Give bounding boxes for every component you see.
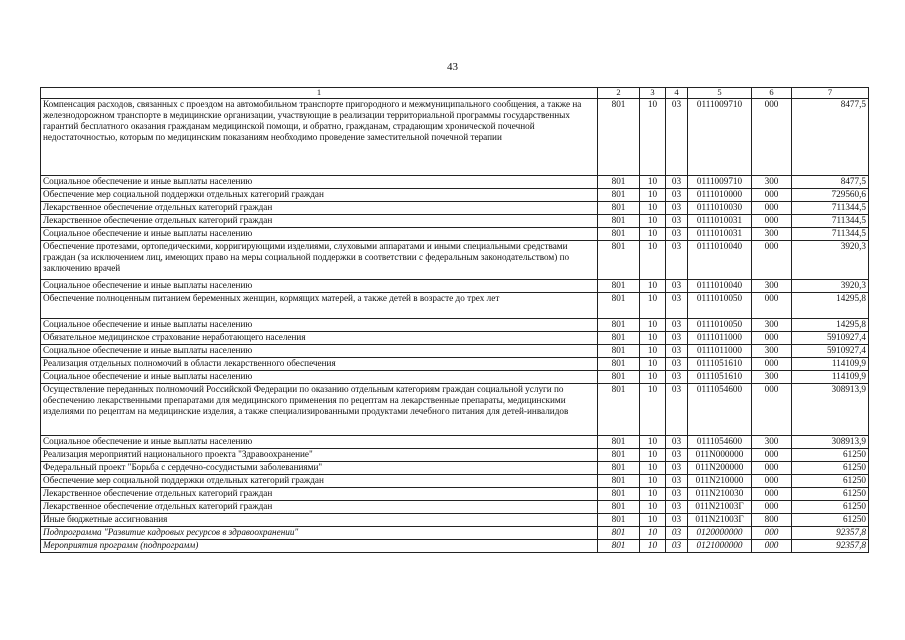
- row-target-article-cell: 011N200000: [688, 462, 752, 475]
- row-expense-type-cell: 000: [752, 189, 792, 202]
- table-row: [41, 436, 869, 449]
- row-target-article-cell: 0111054600: [688, 384, 752, 436]
- header-cell-target-article: 5: [688, 88, 752, 99]
- row-subsection-cell: 03: [666, 527, 688, 540]
- row-section-cell: 10: [640, 540, 666, 553]
- row-section-cell: 10: [640, 358, 666, 371]
- row-subsection-cell: 03: [666, 293, 688, 319]
- row-target-article-cell: 0111010050: [688, 293, 752, 319]
- row-target-article-cell: 0111010000: [688, 189, 752, 202]
- table-row: [41, 99, 869, 176]
- row-target-article-cell: 0111051610: [688, 371, 752, 384]
- row-grbs-cell: 801: [598, 371, 640, 384]
- row-grbs-cell: 801: [598, 358, 640, 371]
- row-sum-cell: 308913,9: [792, 436, 869, 449]
- row-grbs-cell: 801: [598, 449, 640, 462]
- row-grbs-cell: 801: [598, 215, 640, 228]
- row-name-cell: Осуществление переданных полномочий Российской Федерации по оказанию отдельным категориям граждан социальной услуги по обеспечению лекарственными препаратами для медицинского применения по рецептам на лекарственные препараты, медицинскими изделиями по рецептам на медицинские изделия, а также специализированными продуктами лечебного питания для детей-инвалидов: [41, 384, 598, 436]
- row-subsection-cell: 03: [666, 332, 688, 345]
- page-number: 43: [447, 61, 458, 73]
- row-section-cell: 10: [640, 371, 666, 384]
- table-row: [41, 462, 869, 475]
- row-grbs-cell: 801: [598, 241, 640, 280]
- row-name-cell: Лекарственное обеспечение отдельных категорий граждан: [41, 202, 598, 215]
- row-grbs-cell: 801: [598, 384, 640, 436]
- row-subsection-cell: 03: [666, 176, 688, 189]
- table-row: [41, 228, 869, 241]
- row-section-cell: 10: [640, 319, 666, 332]
- row-sum-cell: 114109,9: [792, 358, 869, 371]
- table-row: [41, 189, 869, 202]
- table-row: [41, 514, 869, 527]
- budget-table: [40, 87, 869, 553]
- table-row: [41, 449, 869, 462]
- row-target-article-cell: 011N000000: [688, 449, 752, 462]
- row-name-cell: Реализация мероприятий национального проекта "Здравоохранение": [41, 449, 598, 462]
- row-target-article-cell: 0111009710: [688, 176, 752, 189]
- table-row: [41, 371, 869, 384]
- row-target-article-cell: 011N21003Г: [688, 501, 752, 514]
- row-sum-cell: 5910927,4: [792, 345, 869, 358]
- row-target-article-cell: 0111010031: [688, 228, 752, 241]
- row-name-cell: Социальное обеспечение и иные выплаты населению: [41, 319, 598, 332]
- row-sum-cell: 308913,9: [792, 384, 869, 436]
- table-row: [41, 345, 869, 358]
- row-sum-cell: 92357,8: [792, 540, 869, 553]
- header-cell-subsection: 4: [666, 88, 688, 99]
- table-row: [41, 488, 869, 501]
- row-name-cell: Лекарственное обеспечение отдельных категорий граждан: [41, 215, 598, 228]
- row-subsection-cell: 03: [666, 241, 688, 280]
- table-row: [41, 501, 869, 514]
- row-section-cell: 10: [640, 280, 666, 293]
- row-sum-cell: 61250: [792, 514, 869, 527]
- row-section-cell: 10: [640, 488, 666, 501]
- row-target-article-cell: 0111011000: [688, 332, 752, 345]
- row-name-cell: Мероприятия программ (подпрограмм): [41, 540, 598, 553]
- row-grbs-cell: 801: [598, 228, 640, 241]
- header-row: [41, 88, 869, 99]
- row-subsection-cell: 03: [666, 280, 688, 293]
- row-sum-cell: 8477,5: [792, 99, 869, 176]
- row-name-cell: Обязательное медицинское страхование неработающего населения: [41, 332, 598, 345]
- row-subsection-cell: 03: [666, 449, 688, 462]
- table-row: [41, 475, 869, 488]
- row-name-cell: Лекарственное обеспечение отдельных категорий граждан: [41, 501, 598, 514]
- row-grbs-cell: 801: [598, 514, 640, 527]
- row-expense-type-cell: 000: [752, 527, 792, 540]
- table-row: [41, 332, 869, 345]
- row-expense-type-cell: 300: [752, 436, 792, 449]
- row-section-cell: 10: [640, 436, 666, 449]
- row-name-cell: Социальное обеспечение и иные выплаты населению: [41, 228, 598, 241]
- row-section-cell: 10: [640, 176, 666, 189]
- row-section-cell: 10: [640, 189, 666, 202]
- table-row: [41, 241, 869, 280]
- row-expense-type-cell: 300: [752, 371, 792, 384]
- table-row: [41, 293, 869, 319]
- row-grbs-cell: 801: [598, 501, 640, 514]
- table-row: [41, 358, 869, 371]
- row-grbs-cell: 801: [598, 189, 640, 202]
- row-section-cell: 10: [640, 202, 666, 215]
- row-target-article-cell: 0111010031: [688, 215, 752, 228]
- row-subsection-cell: 03: [666, 384, 688, 436]
- header-cell-sum: 7: [792, 88, 869, 99]
- row-subsection-cell: 03: [666, 345, 688, 358]
- row-grbs-cell: 801: [598, 319, 640, 332]
- row-sum-cell: 729560,6: [792, 189, 869, 202]
- row-section-cell: 10: [640, 475, 666, 488]
- row-target-article-cell: 011N210030: [688, 488, 752, 501]
- row-sum-cell: 711344,5: [792, 228, 869, 241]
- row-section-cell: 10: [640, 501, 666, 514]
- table-row: [41, 527, 869, 540]
- row-name-cell: Реализация отдельных полномочий в области лекарственного обеспечения: [41, 358, 598, 371]
- header-cell-grbs: 2: [598, 88, 640, 99]
- row-target-article-cell: 0111009710: [688, 99, 752, 176]
- row-target-article-cell: 0111010030: [688, 202, 752, 215]
- row-subsection-cell: 03: [666, 475, 688, 488]
- row-expense-type-cell: 000: [752, 501, 792, 514]
- row-expense-type-cell: 000: [752, 488, 792, 501]
- row-section-cell: 10: [640, 228, 666, 241]
- row-section-cell: 10: [640, 514, 666, 527]
- row-subsection-cell: 03: [666, 215, 688, 228]
- row-expense-type-cell: 300: [752, 176, 792, 189]
- row-name-cell: Социальное обеспечение и иные выплаты населению: [41, 436, 598, 449]
- row-section-cell: 10: [640, 215, 666, 228]
- row-name-cell: Обеспечение протезами, ортопедическими, корригирующими изделиями, слуховыми аппаратами и иными специальными средствами граждан (за исключением лиц, имеющих право на меры социальной поддержки в соответствии с федеральным законодательством) по заключению врачей: [41, 241, 598, 280]
- row-expense-type-cell: 300: [752, 280, 792, 293]
- row-target-article-cell: 0111011000: [688, 345, 752, 358]
- row-subsection-cell: 03: [666, 358, 688, 371]
- row-section-cell: 10: [640, 332, 666, 345]
- row-section-cell: 10: [640, 345, 666, 358]
- table-row: [41, 384, 869, 436]
- row-grbs-cell: 801: [598, 462, 640, 475]
- row-expense-type-cell: 000: [752, 475, 792, 488]
- row-name-cell: Социальное обеспечение и иные выплаты населению: [41, 176, 598, 189]
- row-expense-type-cell: 000: [752, 202, 792, 215]
- row-subsection-cell: 03: [666, 488, 688, 501]
- row-sum-cell: 5910927,4: [792, 332, 869, 345]
- row-sum-cell: 8477,5: [792, 176, 869, 189]
- row-section-cell: 10: [640, 241, 666, 280]
- row-sum-cell: 711344,5: [792, 215, 869, 228]
- row-grbs-cell: 801: [598, 475, 640, 488]
- row-subsection-cell: 03: [666, 371, 688, 384]
- row-sum-cell: 61250: [792, 462, 869, 475]
- row-sum-cell: 3920,3: [792, 241, 869, 280]
- row-sum-cell: 61250: [792, 475, 869, 488]
- row-grbs-cell: 801: [598, 345, 640, 358]
- row-subsection-cell: 03: [666, 501, 688, 514]
- row-section-cell: 10: [640, 527, 666, 540]
- row-grbs-cell: 801: [598, 527, 640, 540]
- table-row: [41, 540, 869, 553]
- row-name-cell: Подпрограмма "Развитие кадровых ресурсов в здравоохранении": [41, 527, 598, 540]
- table-row: [41, 215, 869, 228]
- row-expense-type-cell: 000: [752, 462, 792, 475]
- row-expense-type-cell: 000: [752, 293, 792, 319]
- row-subsection-cell: 03: [666, 540, 688, 553]
- row-section-cell: 10: [640, 462, 666, 475]
- row-expense-type-cell: 000: [752, 241, 792, 280]
- row-expense-type-cell: 000: [752, 540, 792, 553]
- row-target-article-cell: 011N21003Г: [688, 514, 752, 527]
- header-cell-section: 3: [640, 88, 666, 99]
- row-subsection-cell: 03: [666, 319, 688, 332]
- row-sum-cell: 92357,8: [792, 527, 869, 540]
- row-subsection-cell: 03: [666, 99, 688, 176]
- row-sum-cell: 3920,3: [792, 280, 869, 293]
- row-section-cell: 10: [640, 384, 666, 436]
- table-row: [41, 202, 869, 215]
- row-sum-cell: 61250: [792, 501, 869, 514]
- row-expense-type-cell: 000: [752, 99, 792, 176]
- row-name-cell: Обеспечение мер социальной поддержки отдельных категорий граждан: [41, 475, 598, 488]
- row-expense-type-cell: 000: [752, 215, 792, 228]
- row-expense-type-cell: 300: [752, 345, 792, 358]
- row-target-article-cell: 0120000000: [688, 527, 752, 540]
- header-cell-name: 1: [41, 88, 598, 99]
- row-name-cell: Федеральный проект "Борьба с сердечно-сосудистыми заболеваниями": [41, 462, 598, 475]
- row-name-cell: Социальное обеспечение и иные выплаты населению: [41, 345, 598, 358]
- row-section-cell: 10: [640, 449, 666, 462]
- row-grbs-cell: 801: [598, 488, 640, 501]
- row-expense-type-cell: 000: [752, 449, 792, 462]
- row-expense-type-cell: 300: [752, 319, 792, 332]
- row-target-article-cell: 0111051610: [688, 358, 752, 371]
- row-grbs-cell: 801: [598, 176, 640, 189]
- row-sum-cell: 114109,9: [792, 371, 869, 384]
- row-expense-type-cell: 000: [752, 332, 792, 345]
- row-subsection-cell: 03: [666, 462, 688, 475]
- row-name-cell: Лекарственное обеспечение отдельных категорий граждан: [41, 488, 598, 501]
- row-sum-cell: 14295,8: [792, 293, 869, 319]
- row-section-cell: 10: [640, 293, 666, 319]
- row-target-article-cell: 0111010050: [688, 319, 752, 332]
- row-name-cell: Социальное обеспечение и иные выплаты населению: [41, 371, 598, 384]
- row-grbs-cell: 801: [598, 332, 640, 345]
- row-target-article-cell: 0111054600: [688, 436, 752, 449]
- row-name-cell: Обеспечение мер социальной поддержки отдельных категорий граждан: [41, 189, 598, 202]
- row-grbs-cell: 801: [598, 540, 640, 553]
- row-sum-cell: 711344,5: [792, 202, 869, 215]
- row-name-cell: Социальное обеспечение и иные выплаты населению: [41, 280, 598, 293]
- row-grbs-cell: 801: [598, 436, 640, 449]
- row-section-cell: 10: [640, 99, 666, 176]
- table-row: [41, 176, 869, 189]
- row-grbs-cell: 801: [598, 99, 640, 176]
- row-expense-type-cell: 000: [752, 358, 792, 371]
- row-expense-type-cell: 300: [752, 228, 792, 241]
- row-subsection-cell: 03: [666, 189, 688, 202]
- row-subsection-cell: 03: [666, 228, 688, 241]
- row-target-article-cell: 0111010040: [688, 280, 752, 293]
- row-grbs-cell: 801: [598, 202, 640, 215]
- row-expense-type-cell: 000: [752, 384, 792, 436]
- row-grbs-cell: 801: [598, 280, 640, 293]
- row-sum-cell: 61250: [792, 488, 869, 501]
- table-row: [41, 319, 869, 332]
- table-row: [41, 280, 869, 293]
- row-sum-cell: 14295,8: [792, 319, 869, 332]
- row-subsection-cell: 03: [666, 514, 688, 527]
- header-cell-expense-type: 6: [752, 88, 792, 99]
- row-name-cell: Иные бюджетные ассигнования: [41, 514, 598, 527]
- row-subsection-cell: 03: [666, 202, 688, 215]
- row-name-cell: Компенсация расходов, связанных с проездом на автомобильном транспорте пригородного и межмуниципального сообщения, а также на железнодорожном транспорте в медицинские организации, участвующие в реализации территориальной программы государственных гарантий бесплатного оказания гражданам медицинской помощи, и обратно, гражданам, страдающим хронической почечной недостаточностью, которым по медицинским показаниям необходимо проведение заместительной почечной терапии: [41, 99, 598, 176]
- row-expense-type-cell: 800: [752, 514, 792, 527]
- row-target-article-cell: 011N210000: [688, 475, 752, 488]
- row-grbs-cell: 801: [598, 293, 640, 319]
- row-name-cell: Обеспечение полноценным питанием беременных женщин, кормящих матерей, а также детей в возрасте до трех лет: [41, 293, 598, 319]
- row-target-article-cell: 0121000000: [688, 540, 752, 553]
- row-subsection-cell: 03: [666, 436, 688, 449]
- row-target-article-cell: 0111010040: [688, 241, 752, 280]
- row-sum-cell: 61250: [792, 449, 869, 462]
